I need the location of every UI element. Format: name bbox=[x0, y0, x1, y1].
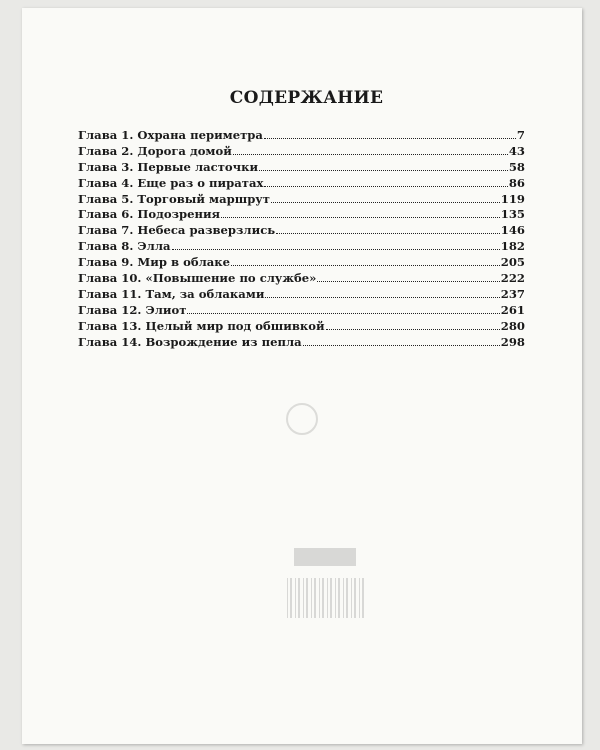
book-page bbox=[22, 8, 582, 744]
toc-entry bbox=[78, 192, 525, 208]
reverse-circle-mark bbox=[286, 403, 318, 435]
toc-entry-label: Глава 4. Еще раз о пиратах bbox=[78, 175, 264, 190]
toc-entry bbox=[78, 271, 525, 287]
toc-list bbox=[78, 128, 525, 350]
toc-dot-leader bbox=[259, 170, 508, 171]
toc-entry-label: Глава 13. Целый мир под обшивкой bbox=[78, 318, 325, 333]
toc-dot-leader bbox=[231, 265, 500, 266]
toc-dot-leader bbox=[264, 186, 507, 187]
toc-dot-leader bbox=[264, 138, 516, 139]
toc-entry-page-number: 261 bbox=[500, 302, 525, 317]
toc-entry bbox=[78, 319, 525, 335]
toc-entry-label: Глава 14. Возрождение из пепла bbox=[78, 334, 302, 349]
toc-entry bbox=[78, 176, 525, 192]
toc-entry-label: Глава 7. Небеса разверзлись bbox=[78, 223, 276, 238]
toc-entry-page-number: 205 bbox=[500, 255, 525, 270]
toc-dot-leader bbox=[317, 281, 499, 282]
toc-entry-label: Глава 9. Мир в облаке bbox=[78, 255, 231, 270]
toc-entry-label: Глава 8. Элла bbox=[78, 239, 171, 254]
toc-dot-leader bbox=[221, 217, 500, 218]
toc-entry-page-number: 135 bbox=[500, 207, 525, 222]
toc-entry-page-number: 237 bbox=[500, 286, 525, 301]
toc-entry bbox=[78, 303, 525, 319]
toc-entry-label: Глава 12. Элиот bbox=[78, 302, 187, 317]
toc-entry-label: Глава 3. Первые ласточки bbox=[78, 159, 259, 174]
toc-dot-leader bbox=[233, 154, 508, 155]
toc-entry-page-number: 298 bbox=[500, 334, 525, 349]
toc-entry bbox=[78, 207, 525, 223]
toc-entry-label: Глава 2. Дорога домой bbox=[78, 143, 232, 158]
toc-entry bbox=[78, 255, 525, 271]
toc-entry-label: Глава 1. Охрана периметра bbox=[78, 128, 263, 142]
reverse-stamp-block bbox=[294, 548, 356, 566]
toc-entry-page-number: 7 bbox=[516, 128, 525, 142]
toc-dot-leader bbox=[276, 233, 500, 234]
toc-dot-leader bbox=[303, 345, 500, 346]
reverse-barcode bbox=[284, 578, 364, 618]
toc-entry-label: Глава 6. Подозрения bbox=[78, 207, 221, 222]
toc-entry-label: Глава 11. Там, за облаками bbox=[78, 286, 265, 301]
toc-entry bbox=[78, 287, 525, 303]
toc-dot-leader bbox=[265, 297, 499, 298]
toc-entry-page-number: 43 bbox=[508, 143, 525, 158]
toc-entry bbox=[78, 223, 525, 239]
toc-entry-page-number: 58 bbox=[508, 159, 525, 174]
toc-entry-label: Глава 10. «Повышение по службе» bbox=[78, 271, 317, 286]
toc-title: СОДЕРЖАНИЕ bbox=[229, 88, 384, 108]
toc-dot-leader bbox=[172, 249, 500, 250]
toc-entry-page-number: 280 bbox=[500, 318, 525, 333]
toc-entry-label: Глава 5. Торговый маршрут bbox=[78, 191, 270, 206]
toc-entry bbox=[78, 160, 525, 176]
table-of-contents bbox=[78, 88, 525, 350]
toc-entry-page-number: 119 bbox=[500, 191, 525, 206]
toc-entry bbox=[78, 239, 525, 255]
toc-entry-page-number: 222 bbox=[500, 271, 525, 286]
toc-entry bbox=[78, 144, 525, 160]
toc-entry-page-number: 146 bbox=[500, 223, 525, 238]
toc-dot-leader bbox=[187, 313, 499, 314]
toc-dot-leader bbox=[326, 329, 500, 330]
toc-dot-leader bbox=[271, 202, 500, 203]
toc-entry bbox=[78, 128, 525, 144]
toc-entry-page-number: 182 bbox=[500, 239, 525, 254]
toc-entry bbox=[78, 335, 525, 351]
toc-entry-page-number: 86 bbox=[508, 175, 525, 190]
